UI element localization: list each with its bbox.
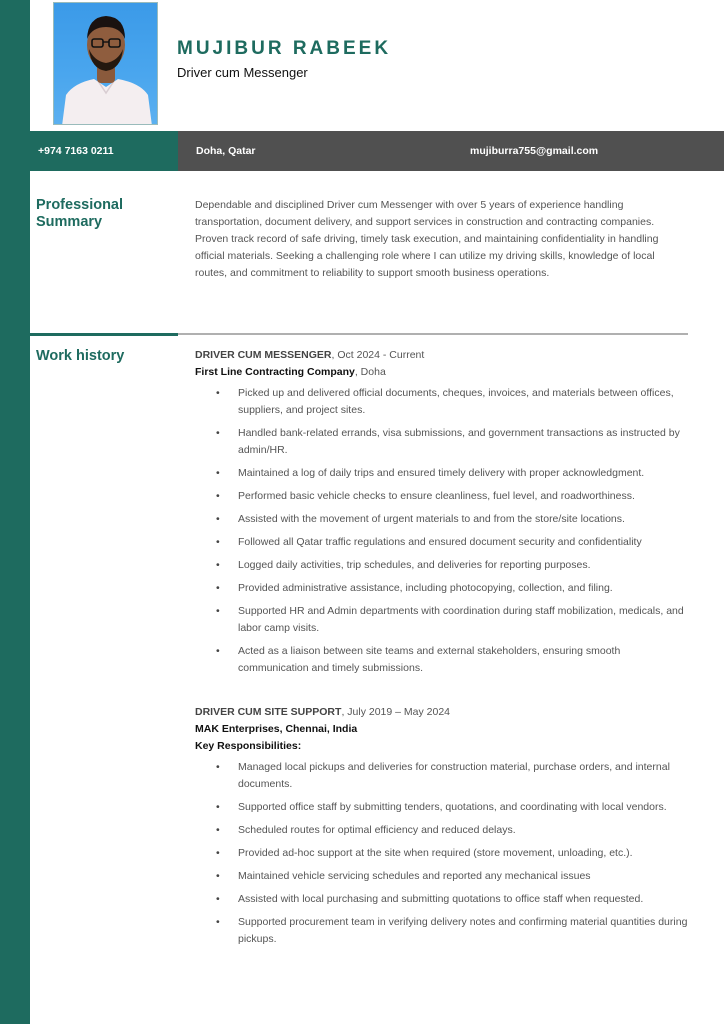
list-item: • Managed local pickups and deliveries for construction material, purchase orders, and internal documents.: [195, 759, 693, 793]
job-location: , Doha: [354, 366, 386, 378]
list-item: • Followed all Qatar traffic regulations and ensured document security and confidentiality: [195, 534, 693, 551]
list-item: • Logged daily activities, trip schedules, and deliveries for reporting purposes.: [195, 557, 693, 574]
list-item: • Provided ad-hoc support at the site when required (store movement, unloading, etc.).: [195, 845, 693, 862]
candidate-name: MUJIBUR RABEEK: [177, 38, 392, 59]
list-item: • Supported procurement team in verifying delivery notes and confirming material quantities during pickups.: [195, 914, 693, 948]
list-item: • Maintained vehicle servicing schedules and reported any mechanical issues: [195, 868, 693, 885]
list-item: • Performed basic vehicle checks to ensure cleanliness, fuel level, and roadworthiness.: [195, 488, 693, 505]
job-entry-2: [195, 704, 695, 954]
job-bullets: [195, 385, 695, 677]
left-accent-bar: [0, 0, 30, 1024]
list-item: • Assisted with local purchasing and submitting quotations to office staff when requested.: [195, 891, 693, 908]
summary-heading: Professional Summary: [36, 197, 124, 230]
contact-location: Doha, Qatar: [196, 145, 256, 157]
list-item: • Supported HR and Admin departments with coordination during staff mobilization, medicals, and labor camp visits.: [195, 603, 693, 637]
job-dates: , July 2019 – May 2024: [341, 706, 451, 718]
job-dates: , Oct 2024 - Current: [331, 349, 425, 361]
contact-phone: +974 7163 0211: [38, 145, 114, 157]
summary-text: Dependable and disciplined Driver cum Messenger with over 5 years of experience handling transportation, document delivery, and support services in construction and contracting companies. Proven track record of safe driving, timely task execution, and maintaining confidentiality in handling official materials. Seeking a challenging role where I can utilize my driving skills, knowledge of local routes, and commitment to reliability to support smooth business operations.: [195, 199, 659, 279]
list-item: • Assisted with the movement of urgent materials to and from the store/site locations.: [195, 511, 693, 528]
job-company: MAK Enterprises, Chennai, India: [195, 723, 358, 735]
job-title: DRIVER CUM SITE SUPPORT: [195, 706, 342, 718]
job-bullets: [195, 759, 695, 948]
list-item: • Acted as a liaison between site teams and external stakeholders, ensuring smooth communication and timely submissions.: [195, 643, 693, 677]
contact-email[interactable]: mujiburra755@gmail.com: [470, 145, 599, 157]
work-history-heading: Work history: [36, 348, 125, 364]
list-item: • Maintained a log of daily trips and ensured timely delivery with proper acknowledgment.: [195, 465, 693, 482]
job-title: DRIVER CUM MESSENGER: [195, 349, 332, 361]
job-entry-1: [195, 347, 695, 683]
list-item: • Scheduled routes for optimal efficiency and reduced delays.: [195, 822, 693, 839]
section-divider: [178, 333, 688, 335]
profile-photo: [53, 2, 158, 125]
section-divider-accent: [30, 333, 178, 336]
job-subtitle: Driver cum Messenger: [177, 65, 308, 80]
list-item: • Supported office staff by submitting tenders, quotations, and coordinating with local vendors.: [195, 799, 693, 816]
list-item: • Handled bank-related errands, visa submissions, and government transactions as instructed by admin/HR.: [195, 425, 693, 459]
contact-bar: [30, 131, 724, 171]
list-item: • Provided administrative assistance, including photocopying, collection, and filing.: [195, 580, 693, 597]
list-item: • Picked up and delivered official documents, cheques, invoices, and materials between offices, suppliers, and project sites.: [195, 385, 693, 419]
job-company: First Line Contracting Company: [195, 366, 355, 378]
job-subheading: Key Responsibilities:: [195, 740, 302, 752]
